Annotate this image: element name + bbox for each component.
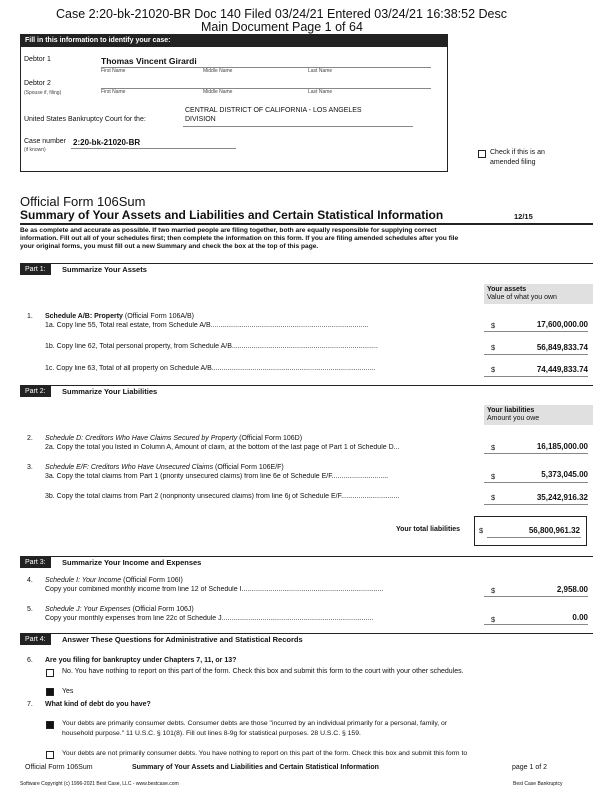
schedule-ab-title: Schedule A/B: Property [45,313,123,320]
identify-box [20,34,448,172]
schedule-d-title: Schedule D: Creditors Who Have Claims Secured by Property [45,435,238,442]
schedule-i-form: (Official Form 106I) [123,577,183,584]
value-1a: 17,600,000.00 [536,320,588,329]
dollar-5: $ [491,615,496,624]
line-1b: 1b. Copy line 62, Total personal property, from Schedule A/B........................................................................... [45,343,378,350]
q7-consumer-line1: Your debts are primarily consumer debts. Consumer debts are those "incurred by an individual primarily for a personal, family, or [62,720,448,727]
part1-header [20,263,593,275]
value-5: 0.00 [572,613,588,622]
item-7-number: 7. [27,701,33,708]
first-name-caption-2: First Name [101,89,126,95]
form-revision-date: 12/15 [514,212,533,221]
schedule-ab-form: (Official Form 106A/B) [124,313,195,320]
item-5-number: 5. [27,606,33,613]
footer-page-number: page 1 of 2 [512,764,548,771]
official-form-number: Official Form 106Sum [20,194,146,209]
q6-yes-checkbox[interactable] [46,688,54,696]
line-3b: 3b. Copy the total claims from Part 2 (nonpriority unsecured claims) from line 6j of Schedule E/F.............................. [45,493,400,500]
part4-tag: Part 4: [20,634,51,645]
line-2a: 2a. Copy the total you listed in Column A, Amount of claim, at the bottom of the last page of Part 1 of Schedule D... [45,444,400,451]
part1-tag: Part 1: [20,264,51,275]
q7-consumer-line2: household purpose." 11 U.S.C. § 101(8). Fill out lines 8-9g for statistical purposes. 28 U.S.C. § 159. [62,730,361,737]
value-3b: 35,242,916.32 [536,493,588,502]
schedule-i-title: Schedule I: Your Income [45,577,122,584]
schedule-j-heading [45,606,194,613]
last-name-caption: Last Name [308,68,333,74]
q6-no-label: No. You have nothing to report on this part of the form. Check this box and submit this form to the court with your other schedules. [62,668,464,675]
dollar-2a: $ [491,443,496,452]
dollar-1a: $ [491,321,496,330]
q7-not-consumer-label: Your debts are not primarily consumer debts. You have nothing to report on this part of the form. Check this box and submit this form to [62,750,468,757]
liabilities-col-sub: Amount you owe [487,415,540,422]
footer-form-number: Official Form 106Sum [25,764,93,771]
court-label: United States Bankruptcy Court for the: [24,116,146,123]
dollar-3a: $ [491,472,496,481]
dollar-1b: $ [491,343,496,352]
assets-col-sub: Value of what you own [487,294,557,301]
q7-consumer-checkbox[interactable] [46,721,54,729]
assets-col-title: Your assets [487,286,527,293]
schedule-i-heading [45,577,183,584]
part3-tag: Part 3: [20,557,51,568]
item-4-number: 4. [27,577,33,584]
total-liabilities-label: Your total liabilities [396,526,461,533]
schedule-ef-title: Schedule E/F: Creditors Who Have Unsecured Claims [45,464,214,471]
total-liabilities-value: 56,800,961.32 [528,526,580,535]
schedule-j-form: (Official Form 106J) [132,606,194,613]
amended-label-line1: Check if this is an [490,149,545,156]
part4-title: Answer These Questions for Administrative and Statistical Records [62,635,303,644]
case-header: Case 2:20-bk-21020-BR Doc 140 Filed 03/24/21 Entered 03/24/21 16:38:52 Desc [56,7,507,21]
part2-header [20,385,593,397]
footer-form-title: Summary of Your Assets and Liabilities and Certain Statistical Information [132,764,379,771]
schedule-ab-heading [45,313,194,320]
amended-filing-checkbox[interactable] [478,150,486,158]
case-number-sublabel: (if known) [24,147,46,153]
question-6: Are you filing for bankruptcy under Chapters 7, 11, or 13? [45,657,237,664]
line-5: Copy your monthly expenses from line 22c of Schedule J.............................................................................. [45,615,374,622]
total-liabilities-box [474,516,587,546]
part2-tag: Part 2: [20,386,51,397]
schedule-j-title: Schedule J: Your Expenses [45,606,131,613]
dollar-3b: $ [491,493,496,502]
part1-title: Summarize Your Assets [62,265,147,274]
line-1c: 1c. Copy line 63, Total of all property on Schedule A/B.................................................................................... [45,365,376,372]
dollar-4: $ [491,586,496,595]
schedule-d-heading [45,435,302,442]
part2-title: Summarize Your Liabilities [62,387,158,396]
assets-column-header [484,284,593,304]
debtor2-sublabel: (Spouse if, filing) [24,90,62,96]
part3-header [20,556,593,568]
amended-label-line2: amended filing [490,159,536,166]
value-1c: 74,449,833.74 [536,365,588,374]
debtor1-name: Thomas Vincent Girardi [101,56,197,66]
q6-yes-label: Yes [62,688,74,695]
debtor2-label: Debtor 2 [24,80,51,87]
q7-not-consumer-checkbox[interactable] [46,751,54,759]
value-2a: 16,185,000.00 [536,442,588,451]
item-6-number: 6. [27,657,33,664]
liabilities-col-title: Your liabilities [487,407,535,414]
line-4: Copy your combined monthly income from line 12 of Schedule I......................................................................... [45,586,384,593]
middle-name-caption-2: Middle Name [203,89,233,95]
item-2-number: 2. [27,435,33,442]
court-value-line1: CENTRAL DISTRICT OF CALIFORNIA - LOS ANGELES [185,107,362,114]
value-3a: 5,373,045.00 [541,470,588,479]
liabilities-column-header [484,405,593,425]
footer-copyright: Software Copyright (c) 1996-2021 Best Case, LLC - www.bestcase.com [20,781,179,787]
case-number-value: 2:20-bk-21020-BR [73,138,141,147]
middle-name-caption: Middle Name [203,68,233,74]
debtor1-label: Debtor 1 [24,56,51,63]
intro-line-3: your original forms, you must fill out a new Summary and check the box at the top of this page. [20,243,319,250]
footer-brand: Best Case Bankruptcy [513,781,563,787]
line-1a: 1a. Copy line 55, Total real estate, from Schedule A/B................................................................................. [45,322,369,329]
case-subheader: Main Document Page 1 of 64 [201,20,363,34]
value-4: 2,958.00 [556,585,588,594]
intro-line-1: Be as complete and accurate as possible. If two married people are filing together, both are equally responsible for supplying correct [20,227,437,234]
identify-box-title: Fill in this information to identify your case: [21,35,447,47]
dollar-total: $ [479,526,484,535]
q6-no-checkbox[interactable] [46,669,54,677]
intro-line-2: information. Fill out all of your schedules first; then complete the information on this form. If you are filing amended schedules after you file [20,235,459,242]
last-name-caption-2: Last Name [308,89,333,95]
schedule-ef-heading [45,464,284,471]
line-3a: 3a. Copy the total claims from Part 1 (priority unsecured claims) from line 6e of Schedule E/F............................. [45,473,389,480]
court-value-line2: DIVISION [185,116,216,123]
schedule-d-form: (Official Form 106D) [239,435,303,442]
part3-title: Summarize Your Income and Expenses [62,558,202,567]
question-7: What kind of debt do you have? [45,701,151,708]
case-number-label: Case number [24,138,67,145]
dollar-1c: $ [491,365,496,374]
schedule-ef-form: (Official Form 106E/F) [215,464,284,471]
item-1-number: 1. [27,313,33,320]
item-3-number: 3. [27,464,33,471]
first-name-caption: First Name [101,68,126,74]
value-1b: 56,849,833.74 [536,343,588,352]
part4-header [20,633,593,645]
form-title: Summary of Your Assets and Liabilities and Certain Statistical Information [20,208,444,222]
